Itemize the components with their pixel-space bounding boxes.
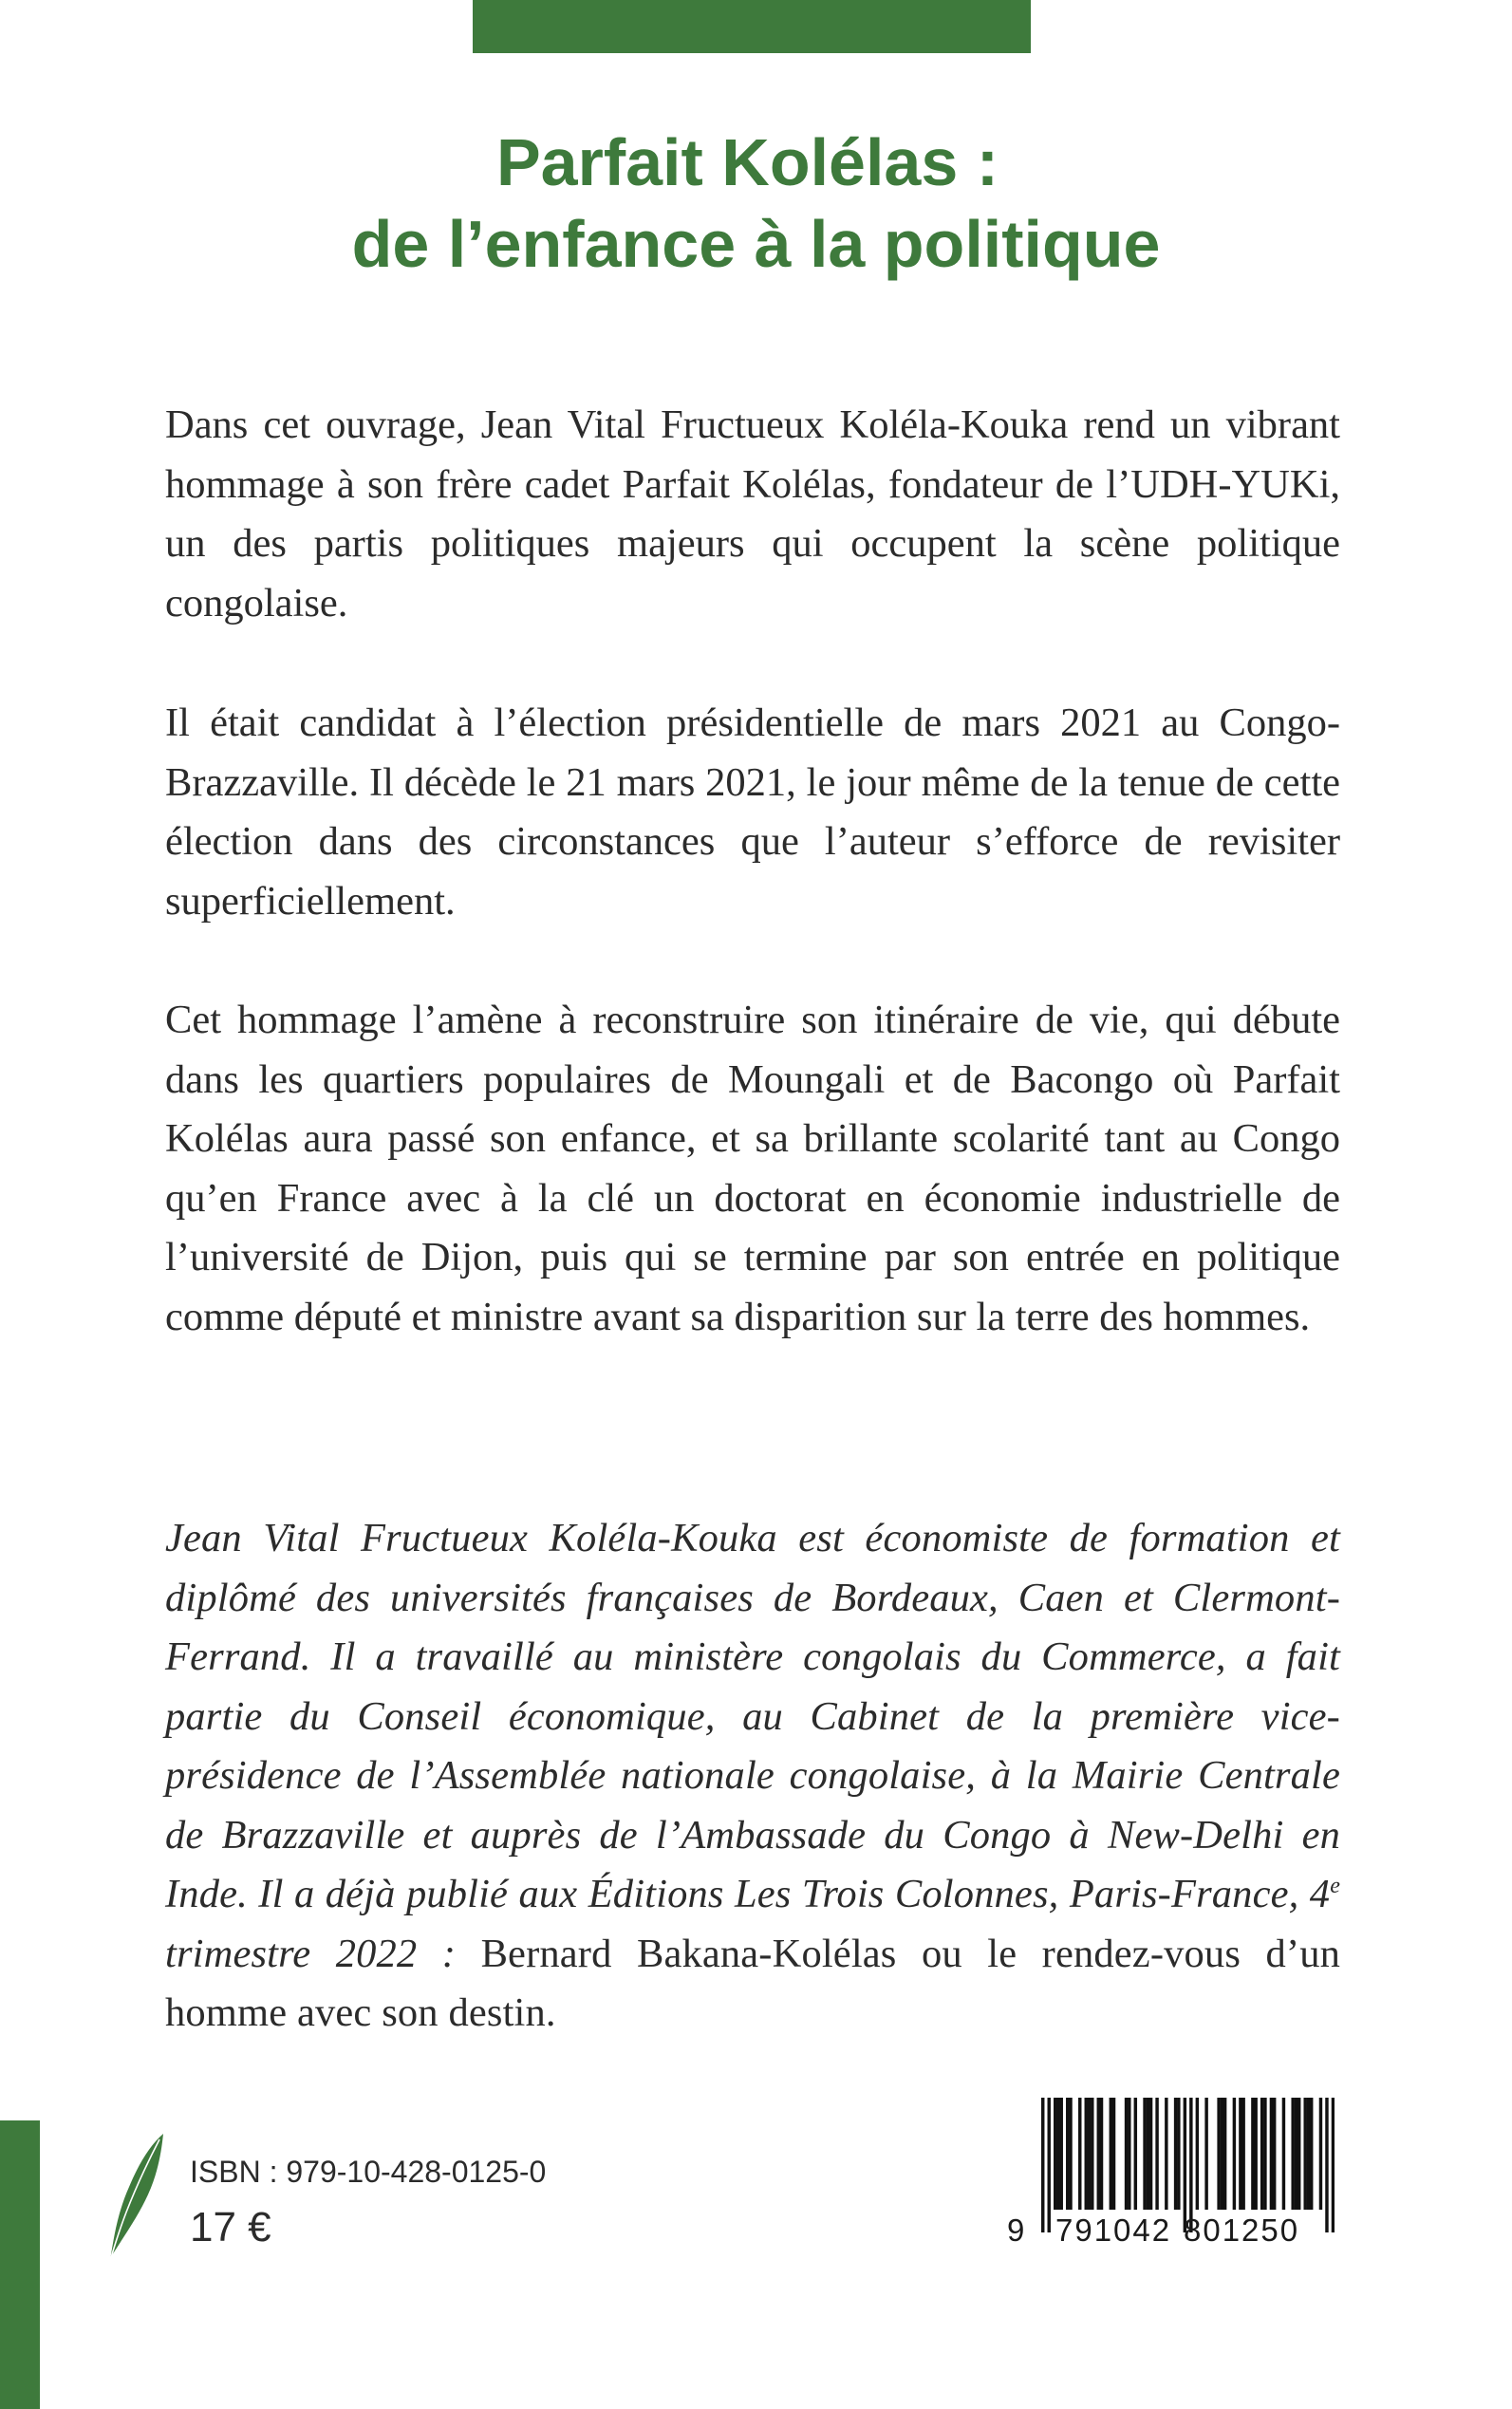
barcode-bar bbox=[1307, 2098, 1310, 2210]
barcode-bar bbox=[1297, 2098, 1300, 2210]
feather-leaf-icon bbox=[104, 2132, 165, 2263]
barcode-bar bbox=[1112, 2098, 1115, 2210]
barcode-bar bbox=[1078, 2098, 1081, 2210]
barcode-bar bbox=[1069, 2098, 1072, 2210]
barcode-bar bbox=[1204, 2098, 1207, 2210]
barcode-bar bbox=[1149, 2098, 1152, 2210]
barcode-bar bbox=[1233, 2098, 1236, 2210]
isbn-number: ISBN : 979-10-428-0125-0 bbox=[190, 2155, 547, 2189]
barcode-bar bbox=[1134, 2098, 1137, 2210]
barcode-bar bbox=[1254, 2098, 1257, 2210]
barcode-bar bbox=[1270, 2098, 1273, 2210]
barcode-bar bbox=[1165, 2098, 1167, 2210]
barcode-bar bbox=[1147, 2098, 1149, 2210]
barcode-bar bbox=[1054, 2098, 1056, 2210]
barcode-bar bbox=[1221, 2098, 1223, 2210]
previous-book-title: Bernard Bakana-Kolélas ou le rendez-vous d’un homme avec son destin. bbox=[165, 1931, 1340, 2035]
barcode-bar bbox=[1263, 2098, 1266, 2210]
barcode-bar bbox=[1239, 2098, 1241, 2210]
author-bio-text-after: trimestre 2022 : bbox=[165, 1931, 481, 1976]
barcode-bar bbox=[1143, 2098, 1146, 2210]
barcode-bar bbox=[1310, 2098, 1313, 2210]
barcode-bar bbox=[1110, 2098, 1112, 2210]
barcode-digits-left: 791042 bbox=[1055, 2213, 1172, 2248]
author-bio bbox=[165, 1509, 1340, 2044]
barcode-digit-first: 9 bbox=[1007, 2213, 1025, 2248]
barcode-bar bbox=[1303, 2098, 1306, 2210]
barcode-bar bbox=[1241, 2098, 1244, 2210]
barcode-bar bbox=[1155, 2098, 1158, 2210]
barcode-bar bbox=[1097, 2098, 1100, 2210]
barcode-bar bbox=[1085, 2098, 1088, 2210]
price: 17 € bbox=[190, 2204, 271, 2250]
barcode-bar bbox=[1282, 2098, 1285, 2210]
book-title-line1: Parfait Kolélas : bbox=[495, 125, 999, 199]
barcode-bar bbox=[1041, 2098, 1044, 2232]
barcode-digits-right: 801250 bbox=[1184, 2213, 1300, 2248]
barcode-bar bbox=[1260, 2098, 1263, 2210]
barcode-bar bbox=[1332, 2098, 1335, 2232]
barcode-bar bbox=[1066, 2098, 1069, 2210]
barcode-bar bbox=[1273, 2098, 1276, 2210]
barcode-bar bbox=[1196, 2098, 1199, 2210]
barcode-bar bbox=[1319, 2098, 1322, 2210]
summary-paragraph-2: Il était candidat à l’élection présidentielle de mars 2021 au Congo-Brazzaville. Il décède le 21 mars 2021, le jour même de la tenue de cette élection dans des circonstances que l’auteur s’efforce de revisiter superficiellement. bbox=[165, 700, 1340, 924]
barcode-bar bbox=[1223, 2098, 1226, 2210]
summary-paragraph-1: Dans cet ouvrage, Jean Vital Fructueux Koléla-Kouka rend un vibrant hommage à son frère cadet Parfait Kolélas, fondateur de l’UDH-YUKi, un des partis politiques majeurs qui occupent la scène politique congolaise. bbox=[165, 402, 1340, 626]
author-bio-text: Jean Vital Fructueux Koléla-Kouka est économiste de formation et diplômé des universités françaises de Bordeaux, Caen et Clermont-Ferrand. Il a travaillé au ministère congolais du Commerce, a fait partie du Conseil économique, au Cabinet de la première vice-présidence de l’Assemblée nationale congolaise, à la Mairie Centrale de Brazzaville et auprès de l’Ambassade du Congo à New-Delhi en Inde. Il a déjà publié aux Éditions Les Trois Colonnes, Paris-France, 4 bbox=[165, 1516, 1340, 1916]
barcode-bar bbox=[1056, 2098, 1059, 2210]
barcode-bar bbox=[1060, 2098, 1063, 2210]
author-bio-superscript: e bbox=[1330, 1873, 1340, 1898]
barcode-bar bbox=[1091, 2098, 1093, 2210]
barcode-bar bbox=[1128, 2098, 1130, 2210]
barcode-bar bbox=[1217, 2098, 1220, 2210]
book-title bbox=[0, 121, 1512, 285]
barcode-bar bbox=[1048, 2098, 1051, 2232]
barcode-bar bbox=[1325, 2098, 1328, 2232]
barcode-bar bbox=[1295, 2098, 1297, 2210]
barcode-bar bbox=[1291, 2098, 1294, 2210]
book-title-line2: de l’enfance à la politique bbox=[351, 207, 1161, 281]
barcode-bar bbox=[1174, 2098, 1177, 2210]
side-accent-bar bbox=[0, 2120, 40, 2409]
barcode-bar bbox=[1125, 2098, 1128, 2210]
top-accent-bar bbox=[473, 0, 1031, 53]
barcode-bar bbox=[1100, 2098, 1103, 2210]
barcode-bar bbox=[1177, 2098, 1180, 2210]
barcode-bar bbox=[1251, 2098, 1254, 2210]
barcode-bar bbox=[1088, 2098, 1091, 2210]
summary-paragraph-3: Cet hommage l’amène à reconstruire son itinéraire de vie, qui débute dans les quartiers populaires de Moungali et de Bacongo où Parfait Kolélas aura passé son enfance, et sa brillante scolarité tant au Congo qu’en France avec à la clé un doctorat en économie industrielle de l’université de Dijon, puis qui se termine par son entrée en politique comme député et ministre avant sa disparition sur la terre des hommes. bbox=[165, 998, 1340, 1339]
